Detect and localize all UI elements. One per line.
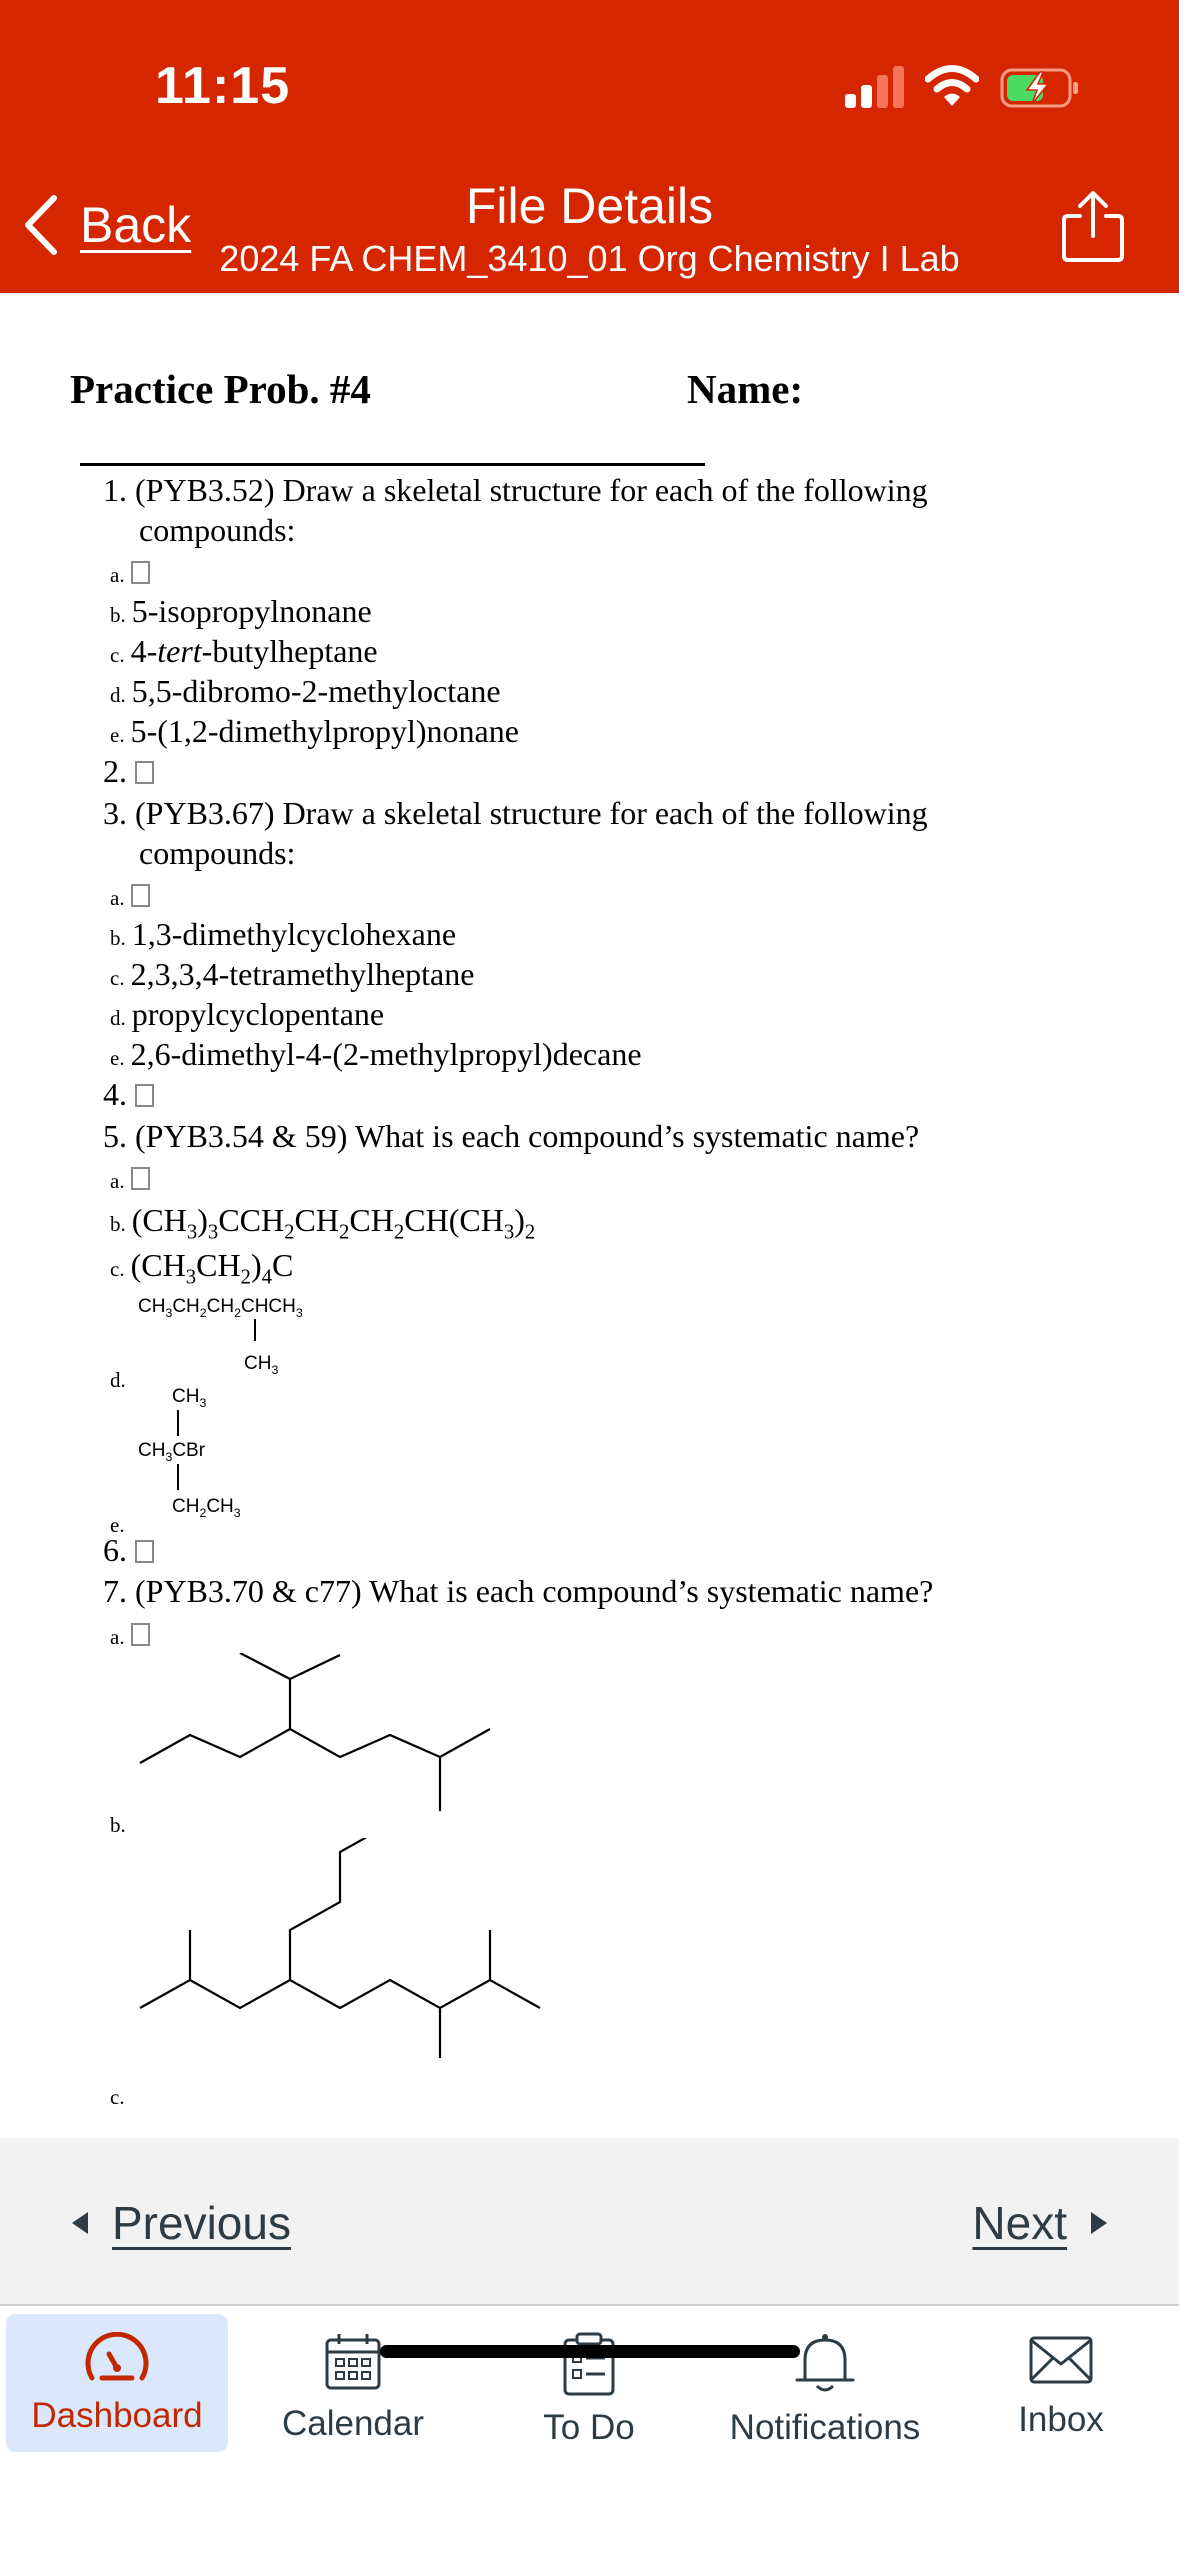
- app-header: [0, 0, 1179, 293]
- q3-item-e: e. 2,6-dimethyl-4-(2-methylpropyl)decane: [110, 1036, 642, 1072]
- pager-bar: [0, 2138, 1179, 2306]
- next-button[interactable]: [972, 2196, 1107, 2250]
- placeholder-box: [135, 1540, 154, 1563]
- bell-icon: [793, 2332, 857, 2396]
- question-3-continued: compounds:: [139, 835, 296, 871]
- placeholder-box: [131, 1623, 150, 1646]
- caret-left-icon: [72, 2212, 88, 2234]
- placeholder-box: [135, 1084, 154, 1107]
- home-indicator[interactable]: [380, 2345, 800, 2358]
- q7-a-skeletal-structure: [130, 1653, 510, 1833]
- battery-charging-icon: [1000, 68, 1080, 108]
- placeholder-box: [131, 1167, 150, 1190]
- status-time: 11:15: [155, 57, 291, 115]
- question-2: 2.: [103, 751, 154, 791]
- q5-d-structure-branch: $CH_3$: [244, 1353, 279, 1377]
- back-label: Back: [80, 197, 192, 253]
- tab-label: To Do: [543, 2408, 635, 2447]
- question-6: 6.: [103, 1530, 154, 1570]
- q7-item-b: b.: [110, 1813, 126, 1837]
- tab-inbox[interactable]: [950, 2314, 1172, 2452]
- q5-e-structure-mid: $CH_3CBr$: [138, 1440, 206, 1464]
- question-1-continued: compounds:: [139, 512, 296, 548]
- title-block: [0, 176, 1179, 282]
- q7-item-a: a.: [110, 1613, 150, 1657]
- q1-item-d: d. 5,5-dibromo-2-methyloctane: [110, 673, 501, 709]
- bond-line: [177, 1464, 179, 1490]
- next-label: Next: [972, 2197, 1067, 2249]
- envelope-icon: [1028, 2332, 1094, 2388]
- q1-item-b: b. 5-isopropylnonane: [110, 593, 372, 629]
- q5-e-structure-top: $CH_3$: [172, 1386, 207, 1410]
- placeholder-box: [131, 561, 150, 584]
- q5-item-c: c. $(CH_3CH_2)_4C$: [110, 1247, 294, 1289]
- tab-to-do[interactable]: [478, 2314, 700, 2452]
- q5-item-a: a.: [110, 1157, 150, 1201]
- question-5: 5. (PYB3.54 & 59) What is each compound’s systematic name?: [103, 1118, 920, 1154]
- tab-label: Notifications: [729, 2408, 921, 2447]
- q7-item-c: c.: [110, 2085, 125, 2109]
- tab-label: Calendar: [281, 2404, 425, 2443]
- name-label: Name:: [687, 366, 804, 412]
- q1-item-a: a.: [110, 551, 150, 595]
- q5-item-d: d.: [110, 1368, 126, 1392]
- bond-line: [177, 1410, 179, 1436]
- wifi-icon: [925, 64, 979, 108]
- q3-item-d: d. propylcyclopentane: [110, 996, 385, 1032]
- question-4: 4.: [103, 1074, 154, 1114]
- question-1: 1. (PYB3.52) Draw a skeletal structure for each of the following: [103, 472, 928, 508]
- q5-d-structure-main: $CH_3CH_2CH_2CHCH_3$: [138, 1296, 303, 1320]
- q3-item-b: b. 1,3-dimethylcyclohexane: [110, 916, 457, 952]
- dashboard-icon: [82, 2332, 152, 2384]
- q5-item-e: e.: [110, 1513, 125, 1537]
- question-7: 7. (PYB3.70 & c77) What is each compound’s systematic name?: [103, 1573, 934, 1609]
- share-icon[interactable]: [1060, 190, 1126, 264]
- document-title: Practice Prob. #4: [70, 366, 371, 412]
- document-viewer[interactable]: [0, 293, 1179, 2138]
- q1-item-c: c. 4-tert-butylheptane: [110, 633, 378, 669]
- page-title: File Details: [465, 178, 714, 234]
- placeholder-box: [135, 761, 154, 784]
- name-line: [80, 463, 705, 466]
- q3-item-a: a.: [110, 874, 150, 918]
- course-subtitle: 2024 FA CHEM_3410_01 Org Chemistry I Lab: [219, 238, 960, 279]
- question-3: 3. (PYB3.67) Draw a skeletal structure for each of the following: [103, 795, 928, 831]
- q1-item-e: e. 5-(1,2-dimethylpropyl)nonane: [110, 713, 519, 749]
- tab-notifications[interactable]: [714, 2314, 936, 2452]
- tab-dashboard[interactable]: [6, 2314, 228, 2452]
- previous-button[interactable]: [72, 2196, 291, 2250]
- placeholder-box: [131, 884, 150, 907]
- bond-line: [254, 1319, 256, 1341]
- q5-e-structure-bottom: $CH_2CH_3$: [172, 1496, 241, 1520]
- previous-label: Previous: [112, 2197, 291, 2249]
- calendar-icon: [323, 2332, 383, 2392]
- tab-label: Dashboard: [31, 2396, 203, 2435]
- cellular-signal-icon: [845, 66, 907, 108]
- tab-calendar[interactable]: [242, 2314, 464, 2452]
- tab-label: Inbox: [1018, 2400, 1104, 2439]
- tab-bar: [0, 2308, 1179, 2556]
- caret-right-icon: [1091, 2212, 1107, 2234]
- q7-b-skeletal-structure: [130, 1838, 550, 2058]
- q3-item-c: c. 2,3,3,4-tetramethylheptane: [110, 956, 475, 992]
- todo-icon: [559, 2332, 619, 2396]
- q5-item-b: b. $(CH_3)_3CCH_2CH_2CH_2CH(CH_3)_2$: [110, 1202, 536, 1244]
